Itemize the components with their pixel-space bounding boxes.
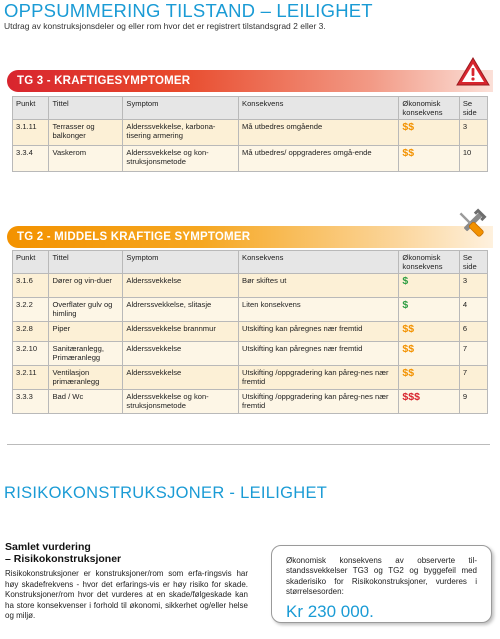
tg3-banner (7, 70, 493, 92)
cell-tittel: Piper (49, 322, 123, 342)
cell-tittel: Bad / Wc (49, 390, 123, 414)
table-row (13, 366, 488, 390)
tg2-section (7, 226, 493, 414)
cell-se-side: 7 (459, 342, 487, 366)
col-header-symptom: Symptom (123, 251, 239, 274)
economic-consequence-text: Økonomisk konsekvens av observerte til-standssvekkelser TG3 og TG2 og byggefeil med skaderisiko for Risikokonstruksjoner, vurderes i størrelsesorden: (286, 556, 477, 597)
cell-symptom: Alderssvekkelse (123, 342, 239, 366)
tg3-banner-label: TG 3 - KRAFTIGESYMPTOMER (17, 75, 191, 87)
cell-punkt: 3.3.3 (13, 390, 49, 414)
cell-okonomisk: $ (399, 274, 459, 298)
col-header-tittel: Tittel (49, 251, 123, 274)
cell-okonomisk: $$ (399, 120, 459, 146)
col-header-tittel: Tittel (49, 97, 123, 120)
cell-symptom: Alderssvekkelse brannmur (123, 322, 239, 342)
cell-punkt: 3.1.6 (13, 274, 49, 298)
col-header-konsekvens: Konsekvens (239, 97, 399, 120)
risiko-title: RISIKOKONSTRUKSJONER - LEILIGHET (4, 484, 328, 502)
cell-se-side: 4 (459, 298, 487, 322)
col-header-okonomisk: Økonomisk konsekvens (399, 251, 459, 274)
cell-okonomisk: $$ (399, 322, 459, 342)
cell-konsekvens: Må utbedres omgående (239, 120, 399, 146)
economic-consequence-box (271, 545, 492, 623)
cell-okonomisk: $ (399, 298, 459, 322)
wrench-screwdriver-icon (453, 206, 489, 242)
table-row (13, 274, 488, 298)
cell-se-side: 10 (459, 146, 487, 172)
cell-se-side: 9 (459, 390, 487, 414)
tg2-table (12, 250, 488, 414)
cell-tittel: Vaskerom (49, 146, 123, 172)
cell-konsekvens: Utskifting /oppgradering kan påreg-nes nær fremtid (239, 366, 399, 390)
cell-punkt: 3.3.4 (13, 146, 49, 172)
col-header-se-side: Se side (459, 97, 487, 120)
table-row (13, 146, 488, 172)
summary-title-line-2: – Risikokonstruksjoner (5, 553, 122, 565)
section-divider (7, 444, 490, 445)
cell-se-side: 3 (459, 120, 487, 146)
page-title: OPPSUMMERING TILSTAND – LEILIGHET (4, 0, 373, 21)
summary-body: Risikokonstruksjoner er konstruksjoner/rom som erfa-ringsvis har høy skadefrekvens - hvor det erfarings-vis er høy risiko for skade. Konstruksjoner/rom hvor det vurderes at en skade/følgeskade kan ha store konsekvenser i forhold til økonomi, sikkerhet og/eller helse og miljø. (5, 569, 248, 621)
tg2-banner-label: TG 2 - MIDDELS KRAFTIGE SYMPTOMER (17, 231, 251, 243)
cell-se-side: 3 (459, 274, 487, 298)
summary-title (5, 541, 121, 565)
cell-konsekvens: Utskifting /oppgradering kan påreg-nes nær fremtid (239, 390, 399, 414)
col-header-okonomisk: Økonomisk konsekvens (399, 97, 459, 120)
cell-symptom: Alderssvekkelse og kon-struksjonsmetode (123, 146, 239, 172)
cell-punkt: 3.2.11 (13, 366, 49, 390)
cell-tittel: Overflater gulv og himling (49, 298, 123, 322)
cell-okonomisk: $$ (399, 342, 459, 366)
cell-konsekvens: Liten konsekvens (239, 298, 399, 322)
cell-konsekvens: Må utbedres/ oppgraderes omgå-ende (239, 146, 399, 172)
tg3-table (12, 96, 488, 172)
cell-konsekvens: Bør skiftes ut (239, 274, 399, 298)
summary-title-line-1: Samlet vurdering (5, 541, 91, 553)
cell-symptom: Alderssvekkelse (123, 366, 239, 390)
cell-tittel: Dører og vin-duer (49, 274, 123, 298)
cell-tittel: Terrasser og balkonger (49, 120, 123, 146)
cell-se-side: 6 (459, 322, 487, 342)
cell-tittel: Sanitæranlegg, Primæranlegg (49, 342, 123, 366)
table-row (13, 120, 488, 146)
cell-punkt: 3.1.11 (13, 120, 49, 146)
cell-symptom: Alderssvekkelse (123, 274, 239, 298)
cell-okonomisk: $$ (399, 366, 459, 390)
cell-okonomisk: $$$ (399, 390, 459, 414)
table-header-row (13, 251, 488, 274)
table-row (13, 298, 488, 322)
economic-consequence-amount: Kr 230 000. (286, 602, 374, 621)
cell-tittel: Ventilasjon primæranlegg (49, 366, 123, 390)
col-header-symptom: Symptom (123, 97, 239, 120)
tg3-section (7, 70, 493, 172)
col-header-se-side: Se side (459, 251, 487, 274)
table-header-row (13, 97, 488, 120)
page-subtitle: Utdrag av konstruksjonsdeler og eller rom hvor det er registrert tilstandsgrad 2 eller 3. (4, 21, 326, 31)
table-row (13, 342, 488, 366)
cell-punkt: 3.2.2 (13, 298, 49, 322)
cell-symptom: Aldrerssvekkelse, slitasje (123, 298, 239, 322)
cell-okonomisk: $$ (399, 146, 459, 172)
cell-punkt: 3.2.10 (13, 342, 49, 366)
cell-punkt: 3.2.8 (13, 322, 49, 342)
cell-se-side: 7 (459, 366, 487, 390)
table-row (13, 322, 488, 342)
col-header-punkt: Punkt (13, 97, 49, 120)
tg2-banner (7, 226, 493, 248)
col-header-konsekvens: Konsekvens (239, 251, 399, 274)
col-header-punkt: Punkt (13, 251, 49, 274)
cell-symptom: Alderssvekkelse og kon-struksjonsmetode (123, 390, 239, 414)
table-row (13, 390, 488, 414)
warning-triangle-icon (455, 56, 491, 88)
cell-symptom: Alderssvekkelse, karbona-tisering armering (123, 120, 239, 146)
cell-konsekvens: Utskifting kan påregnes nær fremtid (239, 342, 399, 366)
cell-konsekvens: Utskifting kan påregnes nær fremtid (239, 322, 399, 342)
